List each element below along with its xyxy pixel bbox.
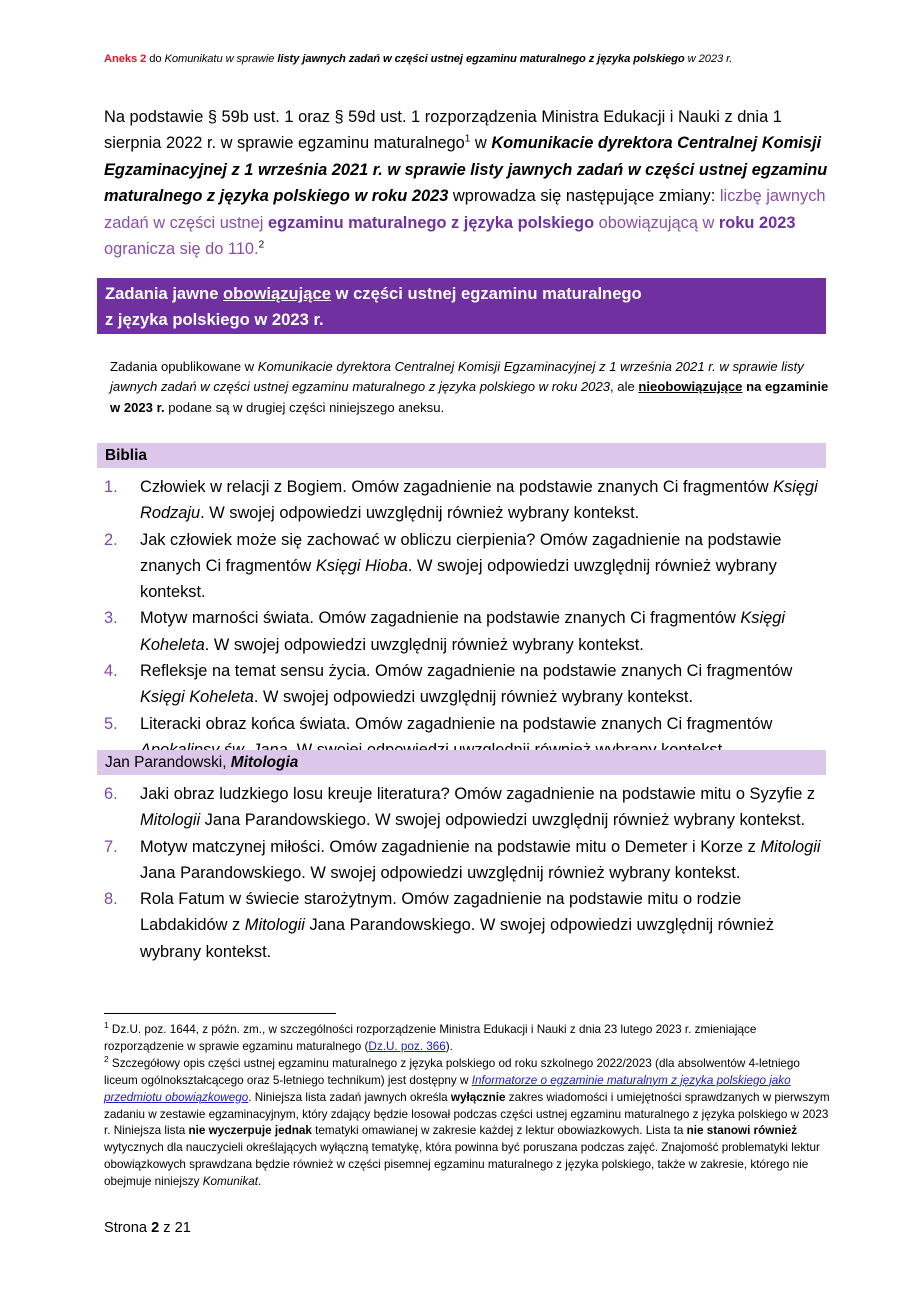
item-text — [140, 605, 830, 658]
item-text-a: Refleksje na temat sensu życia. Omów zagadnienie na podstawie znanych Ci fragmentów — [140, 662, 793, 681]
list-item — [104, 605, 830, 658]
item-number: 3. — [104, 609, 118, 628]
footnote-2-text-b: . Niniejsza lista zadań jawnych określa — [248, 1090, 451, 1104]
intro-communique-title: Komunikacie dyrektora Centralnej Komisji Egzaminacyjnej z 1 września 2021 r. w sprawie listy jawnych zadań w części ustnej egzaminu maturalnego z języka polskiego w roku 2023 — [104, 134, 828, 206]
explanatory-note — [110, 357, 830, 418]
item-work-title: Księgi Rodzaju — [140, 478, 818, 523]
item-number: 4. — [104, 662, 118, 681]
section-heading-author: Jan Parandowski, — [105, 754, 231, 771]
item-text — [140, 834, 830, 887]
footnote-ref-1[interactable]: 1 — [464, 133, 471, 145]
page-footer-prefix: Strona — [104, 1220, 152, 1236]
footnote-1-text-a: Dz.U. poz. 1644, z późn. zm., w szczególności rozporządzenie Ministra Edukacji i Nauki z dnia 23 lutego 2023 r. zmieniające rozporządzenie w sprawie egzaminu maturalnego ( — [104, 1023, 757, 1053]
item-number: 1. — [104, 478, 118, 496]
footnote-2-italic-end: Komunikat — [202, 1175, 258, 1189]
footnote-separator — [104, 1013, 336, 1014]
running-header — [104, 52, 826, 66]
intro-part-1: Na podstawie § 59b ust. 1 oraz § 59d ust. 1 rozporządzenia Ministra Edukacji i Nauki z dnia 1 sierpnia 2022 r. w sprawie egzaminu maturalnego — [104, 108, 782, 153]
annex-label: Aneks 2 — [104, 53, 147, 65]
item-number: 5. — [104, 714, 118, 733]
item-text — [140, 474, 830, 527]
banner-line-1b: w części ustnej egzaminu maturalnego — [330, 284, 642, 303]
footnote-2-mark: 2 — [104, 1053, 109, 1064]
item-text-a: Jaki obraz ludzkiego losu kreuje literatura? Omów zagadnienie na podstawie mitu o Syzyfie z — [140, 785, 816, 803]
item-text — [140, 886, 830, 965]
intro-part-2: w — [470, 134, 492, 153]
banner-line-1a: Zadania jawne — [105, 284, 224, 303]
header-title-italic: Komunikatu w sprawie — [164, 53, 278, 65]
item-work-title: Mitologii — [760, 837, 821, 856]
list-item — [104, 834, 830, 887]
list-item — [104, 527, 830, 606]
banner-line-2: z języka polskiego w 2023 r. — [105, 310, 324, 329]
footnote-2-text-e: wytycznych dla nauczycieli określających wyłączną tematykę, która powinna być poruszana podczas zajęć. Znajomość problematyki lektur obowiązkowych sprawdzana będzie również w części pisemnej egzaminu maturalnego z języka polskiego, także w zakresie, którego nie obejmuje niniejszy — [104, 1141, 820, 1189]
item-text-b: Jana Parandowskiego. W swojej odpowiedzi uwzględnij również wybrany kontekst. — [140, 863, 741, 882]
note-part-c: , ale — [610, 379, 639, 395]
item-text-a: Motyw matczynej miłości. Omów zagadnienie na podstawie mitu o Demeter i Korze z — [140, 837, 761, 856]
footnote-2-link[interactable]: Informatorze o egzaminie maturalnym z języka polskiego jako przedmiotu obowiązkowego — [104, 1073, 791, 1104]
section-heading-mitologia — [97, 750, 826, 775]
list-item — [104, 781, 830, 834]
intro-change-d: roku 2023 — [718, 213, 796, 232]
task-list-mitologia — [104, 781, 830, 965]
footnote-2-bold-1: wyłącznie — [450, 1090, 506, 1104]
section-heading-biblia — [97, 443, 826, 468]
item-text-b: . W swojej odpowiedzi uwzględnij również wybrany kontekst. — [253, 688, 694, 707]
footnote-1-mark: 1 — [104, 1020, 109, 1031]
item-work-title: Księgi Koheleta — [140, 688, 254, 707]
footnote-2-text-f: . — [257, 1175, 262, 1189]
footnotes-block — [104, 1022, 832, 1191]
item-number: 2. — [104, 530, 118, 549]
item-text — [140, 658, 830, 711]
note-part-e: na egzaminie w 2023 r. — [110, 379, 829, 415]
item-work-title: Mitologii — [140, 811, 201, 830]
item-work-title: Księgi Koheleta — [140, 609, 786, 654]
header-title-bold: listy jawnych zadań w części ustnej egzaminu maturalnego z języka polskiego — [277, 53, 685, 65]
intro-change-a: liczbę jawnych zadań w części ustnej — [104, 187, 826, 232]
note-part-b: Komunikacie dyrektora Centralnej Komisji Egzaminacyjnej z 1 września 2021 r. w sprawie listy jawnych zadań w części ustnej egzaminu maturalnego z języka polskiego w roku 2023 — [110, 359, 804, 395]
list-item — [104, 886, 830, 965]
footnote-2 — [104, 1053, 832, 1191]
item-text-a: Motyw marności świata. Omów zagadnienie na podstawie znanych Ci fragmentów — [140, 609, 741, 628]
intro-paragraph — [104, 104, 834, 262]
footnote-2-text-a: Szczegółowy opis części ustnej egzaminu maturalnego z języka polskiego od roku szkolnego 2022/2023 (dla absolwentów 4-letniego liceum ogólnokształcącego oraz 5-letniego technikum) jest dostępny w — [104, 1056, 800, 1087]
footnote-1-text-b: ). — [445, 1039, 453, 1053]
list-item — [104, 474, 830, 527]
intro-change-e: ogranicza się do 110. — [104, 240, 259, 259]
footnote-1-link[interactable]: Dz.U. poz. 366 — [368, 1039, 446, 1053]
item-text-b: . W swojej odpowiedzi uwzględnij również wybrany kontekst. — [200, 504, 640, 523]
page-footer-suffix: z 21 — [159, 1220, 191, 1236]
banner-underlined-word: obowiązujące — [223, 284, 331, 303]
list-item — [104, 658, 830, 711]
item-text-a: Literacki obraz końca świata. Omów zagadnienie na podstawie znanych Ci fragmentów — [140, 714, 773, 733]
item-number: 7. — [104, 837, 118, 856]
page-footer — [104, 1218, 191, 1238]
footnote-2-text-c: zakres wiadomości i umiejętności sprawdzanych w pierwszym zadaniu w zestawie egzaminacyjnym, który zdający będzie losował podczas części ustnej egzaminu maturalnego z języka polskiego w 2023 r. Niniejsza lista — [104, 1090, 830, 1138]
item-text-b: Jana Parandowskiego. W swojej odpowiedzi uwzględnij również wybrany kontekst. — [200, 811, 806, 830]
intro-change-b: egzaminu maturalnego z języka polskiego — [268, 213, 595, 232]
header-connector: do — [146, 53, 165, 65]
footnote-ref-2[interactable]: 2 — [258, 239, 265, 251]
header-title-tail: w 2023 r. — [684, 53, 733, 65]
page-number: 2 — [151, 1220, 160, 1236]
item-text-a: Jak człowiek może się zachować w obliczu cierpienia? Omów zagadnienie na podstawie znanych Ci fragmentów — [140, 530, 782, 575]
banner-line-1 — [105, 281, 826, 307]
item-text-b: . W swojej odpowiedzi uwzględnij również wybrany kontekst. — [140, 556, 777, 602]
item-text-a: Człowiek w relacji z Bogiem. Omów zagadnienie na podstawie znanych Ci fragmentów — [140, 478, 774, 496]
intro-change-c: obowiązującą w — [594, 213, 719, 232]
item-work-title: Mitologii — [244, 916, 305, 935]
note-part-d: nieobowiązujące — [638, 379, 743, 395]
section-banner — [97, 278, 826, 334]
section-heading-work: Mitologia — [230, 754, 299, 771]
item-text — [140, 527, 830, 606]
footnote-2-text-d: tematyki omawianej w zakresie każdej z lektur obowiazkowych. Lista ta — [311, 1124, 687, 1138]
note-part-f: podane są w drugiej części niniejszego aneksu. — [164, 399, 445, 415]
item-number: 6. — [104, 785, 118, 803]
intro-part-3: wprowadza się następujące zmiany: — [448, 187, 720, 206]
footnote-2-bold-2: nie wyczerpuje jednak — [188, 1124, 312, 1138]
item-text-b: Jana Parandowskiego. W swojej odpowiedzi uwzględnij również wybrany kontekst. — [140, 916, 775, 961]
task-list-biblia — [104, 474, 830, 763]
footnote-1 — [104, 1022, 832, 1056]
item-work-title: Księgi Hioba — [315, 556, 408, 575]
footnote-2-bold-3: nie stanowi również — [686, 1124, 798, 1138]
note-part-a: Zadania opublikowane w — [110, 359, 258, 374]
item-text — [140, 781, 830, 834]
item-number: 8. — [104, 890, 118, 909]
item-text-a: Rola Fatum w świecie starożytnym. Omów zagadnienie na podstawie mitu o rodzie Labdakidów z — [140, 890, 742, 935]
item-text-b: . W swojej odpowiedzi uwzględnij również wybrany kontekst. — [204, 635, 644, 654]
section-heading-biblia-label: Biblia — [105, 447, 147, 464]
